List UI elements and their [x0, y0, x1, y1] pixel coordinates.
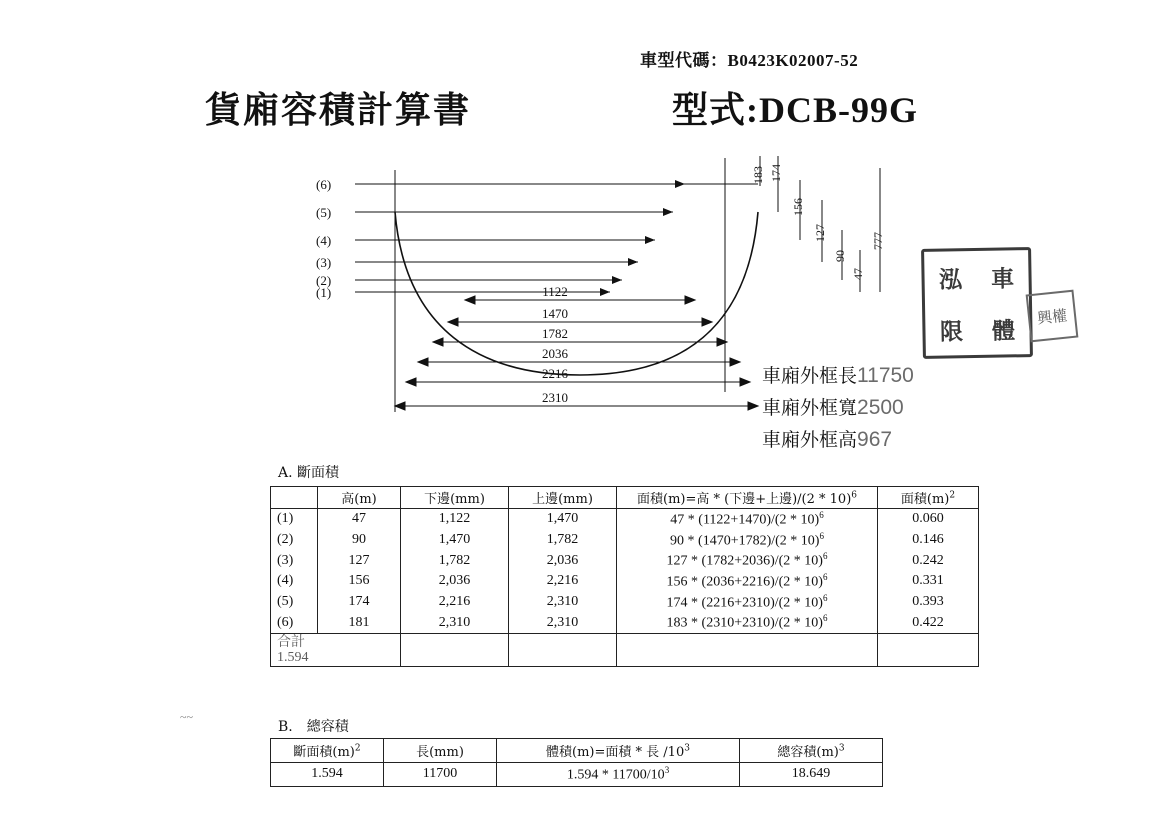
table-row — [271, 550, 979, 571]
section-label-5: (5) — [316, 205, 332, 220]
outer-frame-width-value: 2500 — [857, 396, 904, 419]
table-row — [271, 571, 979, 592]
cell-length: 11700 — [384, 763, 497, 787]
cell-section-area: 1.594 — [271, 763, 384, 787]
row-upper-edge: 1,782 — [509, 530, 617, 551]
row-lower-edge: 1,782 — [401, 550, 509, 571]
table-row — [271, 592, 979, 613]
row-area: 0.242 — [878, 550, 979, 571]
row-lower-edge: 2,036 — [401, 571, 509, 592]
seal-char-1: 泓 — [938, 265, 963, 294]
row-formula: 183 * (2310+2310)/(2 * 10)$^6$ — [617, 612, 878, 633]
col-volume-formula: 體積(m)=面積 * 長 $/10^3$ — [497, 739, 740, 763]
outer-frame-height-value: 967 — [857, 428, 893, 451]
row-index: (2) — [271, 530, 318, 551]
model-code: 車型代碼：B0423K02007-52 — [640, 51, 859, 70]
row-height: 181 — [318, 612, 401, 633]
row-area: 0.060 — [878, 509, 979, 530]
col-index — [271, 487, 318, 509]
formula-exponent: 6 — [851, 490, 857, 501]
row-index: (5) — [271, 592, 318, 613]
row-upper-edge: 1,470 — [509, 509, 617, 530]
height-dim-156: 156 — [791, 198, 805, 216]
row-lower-edge: 2,310 — [401, 612, 509, 633]
total-spacer-2 — [509, 633, 617, 666]
outer-frame-height-label: 車廂外框高 — [762, 429, 858, 451]
height-dim-47: 47 — [851, 268, 865, 280]
seal-char-3: 限 — [939, 317, 964, 346]
width-dim-1470: 1470 — [542, 306, 568, 321]
outer-frame-dimensions — [762, 360, 914, 456]
cell-volume-formula: $1.594 * 11700/10^3$ — [497, 763, 740, 787]
cross-section-area-table — [270, 486, 979, 667]
row-formula: 174 * (2216+2310)/(2 * 10)$^6$ — [617, 592, 878, 613]
row-height: 156 — [318, 571, 401, 592]
height-dim-127: 127 — [813, 224, 827, 242]
section-label-3: (3) — [316, 255, 332, 270]
area-exponent: 2 — [949, 490, 956, 501]
section-a-title: A. 斷面積 — [278, 465, 340, 481]
row-height: 174 — [318, 592, 401, 613]
row-lower-edge: 1,122 — [401, 509, 509, 530]
total-spacer-3 — [617, 633, 878, 666]
seal-char-4: 體 — [991, 316, 1016, 345]
outer-frame-length-label: 車廂外框長 — [762, 365, 858, 387]
scan-artifact: ~~ — [180, 710, 193, 724]
row-index: (6) — [271, 612, 318, 633]
row-area: 0.422 — [878, 612, 979, 633]
col-upper-edge: 上邊(mm) — [509, 487, 617, 509]
col-section-area: 斷面積$(m)^2$ — [271, 739, 384, 763]
table-header-row — [271, 487, 979, 509]
row-upper-edge: 2,216 — [509, 571, 617, 592]
row-height: 47 — [318, 509, 401, 530]
row-formula: 90 * (1470+1782)/(2 * 10)$^6$ — [617, 530, 878, 551]
total-value: 1.594 — [277, 649, 309, 665]
row-index: (1) — [271, 509, 318, 530]
total-volume-table — [270, 738, 883, 787]
row-area: 0.331 — [878, 571, 979, 592]
height-dim-777: 777 — [871, 232, 885, 250]
width-dim-1782: 1782 — [542, 326, 568, 341]
height-dim-174: 174 — [769, 164, 783, 182]
col-total-volume: 總容積$(m)^3$ — [740, 739, 883, 763]
table-row — [271, 612, 979, 633]
section-label-4: (4) — [316, 233, 332, 248]
model-type: 型式:DCB-99G — [672, 90, 918, 130]
cell-total-volume: 18.649 — [740, 763, 883, 787]
outer-frame-length-value: 11750 — [857, 364, 914, 387]
company-seal — [921, 247, 1033, 359]
col-formula: 面積(m)=高 * (下邊+上邊)/(2 * 10)$^6$ — [617, 487, 878, 509]
total-label: 合計 1.594 — [271, 633, 401, 666]
row-formula: 47 * (1122+1470)/(2 * 10)$^6$ — [617, 509, 878, 530]
width-dim-2216: 2216 — [542, 366, 568, 381]
table-row — [271, 763, 883, 787]
seal-char-2: 車 — [990, 264, 1015, 293]
width-dim-1122: 1122 — [542, 284, 568, 299]
width-dim-2036: 2036 — [542, 346, 568, 361]
row-lower-edge: 2,216 — [401, 592, 509, 613]
row-formula: 156 * (2036+2216)/(2 * 10)$^6$ — [617, 571, 878, 592]
table-row — [271, 509, 979, 530]
total-spacer-4 — [878, 633, 979, 666]
row-height: 127 — [318, 550, 401, 571]
table-row — [271, 530, 979, 551]
height-dim-90: 90 — [833, 250, 847, 262]
row-lower-edge: 1,470 — [401, 530, 509, 551]
secondary-seal: 興權 — [1026, 290, 1079, 343]
outer-frame-length — [762, 360, 914, 392]
section-label-1: (1) — [316, 285, 332, 300]
col-area: 面積$(m)^2$ — [878, 487, 979, 509]
row-upper-edge: 2,036 — [509, 550, 617, 571]
col-lower-edge: 下邊(mm) — [401, 487, 509, 509]
row-upper-edge: 2,310 — [509, 612, 617, 633]
row-index: (4) — [271, 571, 318, 592]
section-label-2: (2) — [316, 273, 332, 288]
col-length: 長(mm) — [384, 739, 497, 763]
row-area: 0.146 — [878, 530, 979, 551]
section-b-title: B. 總容積 — [278, 719, 349, 735]
total-spacer-1 — [401, 633, 509, 666]
table-total-row — [271, 633, 979, 666]
outer-frame-width-label: 車廂外框寬 — [762, 397, 858, 419]
row-area: 0.393 — [878, 592, 979, 613]
outer-frame-height — [762, 424, 914, 456]
outer-frame-width — [762, 392, 914, 424]
section-label-6: (6) — [316, 177, 332, 192]
table-header-row — [271, 739, 883, 763]
height-dim-183: 183 — [751, 166, 765, 184]
row-formula: 127 * (1782+2036)/(2 * 10)$^6$ — [617, 550, 878, 571]
page-title: 貨廂容積計算書 — [205, 89, 472, 131]
row-index: (3) — [271, 550, 318, 571]
row-height: 90 — [318, 530, 401, 551]
row-upper-edge: 2,310 — [509, 592, 617, 613]
width-dim-2310: 2310 — [542, 390, 568, 405]
col-height: 高(m) — [318, 487, 401, 509]
